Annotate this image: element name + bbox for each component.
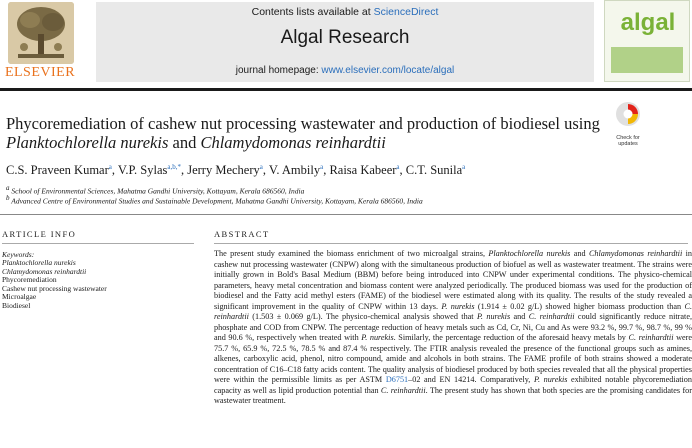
author-separator: , — [111, 163, 118, 178]
species-name: C. reinhardtii — [628, 333, 674, 342]
abstract-body — [214, 249, 692, 407]
author-affil-mark[interactable]: a — [259, 163, 263, 171]
author-separator: , — [399, 163, 406, 178]
species-name: P. nurekis — [534, 375, 568, 384]
affiliation-text: School of Environmental Sciences, Mahatma Gandhi University, Kottayam, Kerala 686560, India — [11, 186, 305, 196]
author-affil-mark[interactable]: a,b,* — [167, 163, 181, 171]
article-info-heading: ARTICLE INFO — [2, 229, 77, 239]
abstract-rule — [214, 243, 688, 244]
keyword-item: Planktochlorella nurekis — [2, 258, 76, 267]
article-info-rule — [2, 243, 194, 244]
author-separator: , — [262, 163, 269, 178]
species-name: P. nurekis — [476, 312, 511, 321]
species-name: C. reinhardtii — [380, 385, 426, 395]
species-name: Planktochlorella nurekis — [488, 249, 571, 258]
abstract-text: were 75.7 %, 65.9 %, 72.5 %, 78.5 % and 87.4 % respectively. The FTIR analysis revealed the presence of the functional groups such as amines, alkenes, carboxylic acid, phenol, nitro compound, amide and alcohols in both strains. The FAME profile of both strains showed a moderate concentration of C16–C18 fatty acids content. The quality analysis of biodiesel produced by both species revealed that all the physical properties were within the permissible limits as per ASTM — [214, 333, 692, 384]
check-for-updates-button[interactable] — [610, 100, 646, 147]
keyword-item: Biodiesel — [2, 300, 31, 310]
section-divider — [0, 214, 692, 215]
article-title — [6, 114, 606, 152]
title-species-2: Chlamydomonas reinhardtii — [200, 133, 386, 152]
elsevier-wordmark: ELSEVIER — [4, 65, 76, 80]
abstract-text: and — [510, 312, 529, 321]
affiliation-text: Advanced Centre of Environmental Studies and Sustainable Development, Mahatma Gandhi University, Kottayam, Kerala 686560, India — [11, 196, 423, 206]
elsevier-logo[interactable] — [0, 0, 80, 80]
species-name: P. nurekis — [361, 333, 394, 342]
author-name[interactable]: Raisa Kabeer — [329, 163, 397, 178]
title-text: Phycoremediation of cashew nut processing wastewater and production of biodiesel using — [6, 114, 600, 133]
abstract-text: in cashew nut processing wastewater (CNPW) along with the simultaneous production of biofuel as well as wastewater treatment. The strains were initially grown in Bold's Basal Medium (BBM) before being introduced into CNPW under experimental conditions. The physico-chemical parameters, heavy metal concentration and biomass content were analyzed periodically. The produced biomass was used for the production of biodiesel and the Fatty acid methyl esters (FAME) of the biodiesel were estimated along with its quality. The results of the study revealed a significant improvement in the quality of CNPW within 13 days. — [214, 249, 692, 311]
author-affil-mark[interactable]: a — [320, 163, 324, 171]
check-for-updates-icon — [610, 100, 646, 130]
abstract-text: –02 and EN 14214. Comparatively, — [408, 375, 534, 384]
title-species-1: Planktochlorella nurekis — [6, 133, 169, 152]
astm-standard-link[interactable]: D6751 — [385, 375, 409, 384]
affiliation-mark: a — [6, 184, 10, 192]
abstract-text: could significantly reduce nitrate, phosphate and COD from CNPW. The percentage reduction of heavy metals such as Cd, Cr, Ni, Cu and As were 93.2 %, 99.7 %, 98.7 %, 99 % and 90.6 %, respectively when treated with — [214, 312, 692, 342]
affiliation-b — [6, 194, 423, 206]
elsevier-tree-emblem — [8, 2, 74, 64]
affiliation-mark: b — [6, 194, 10, 202]
abstract-text: (1.503 ± 0.069 g/L). The physico-chemical analysis showed that — [248, 312, 477, 321]
keyword-item: Phycoremediation — [2, 275, 57, 285]
keyword-item: Cashew nut processing wastewater — [2, 283, 107, 293]
journal-homepage-line — [96, 65, 594, 76]
sciencedirect-link[interactable]: ScienceDirect — [373, 6, 439, 18]
journal-title[interactable]: Algal Research — [280, 27, 410, 48]
homepage-prefix: journal homepage: — [235, 65, 322, 76]
abstract-heading: ABSTRACT — [214, 229, 270, 239]
journal-homepage-link[interactable]: www.elsevier.com/locate/algal — [321, 65, 455, 76]
abstract-text: exhibited notable phycoremediation capacity as well as lipid production potential than — [214, 375, 692, 395]
title-and: and — [168, 133, 201, 152]
keywords-label: Keywords: — [2, 250, 35, 259]
author-name[interactable]: C.T. Sunila — [405, 163, 463, 178]
author-name[interactable]: Jerry Mechery — [187, 163, 260, 178]
author-separator: , — [323, 163, 330, 178]
contents-available-line — [96, 6, 594, 18]
header-divider — [0, 88, 692, 91]
species-name: C. reinhardtii — [214, 301, 692, 321]
abstract-text: . Similarly, the percentage reduction of the aforesaid heavy metals by — [393, 333, 629, 342]
author-separator: , — [180, 163, 188, 178]
species-name: C. reinhardtii — [528, 312, 575, 321]
author-name[interactable]: C.S. Praveen Kumar — [6, 163, 109, 178]
keyword-item: Microalgae — [2, 292, 37, 302]
author-affil-mark[interactable]: a — [108, 163, 112, 171]
cover-image-band — [611, 47, 683, 73]
author-name[interactable]: V.P. Sylas — [117, 163, 168, 178]
check-updates-label-1: Check for — [616, 135, 640, 141]
journal-cover-thumbnail[interactable] — [604, 0, 690, 82]
abstract-text: (1.914 ± 0.02 g/L) showed higher biomass production than — [474, 301, 685, 311]
cover-wordmark: algal — [620, 9, 676, 36]
author-affil-mark[interactable]: a — [396, 163, 400, 171]
journal-banner — [96, 2, 594, 82]
species-name: P. nurekis — [441, 301, 475, 311]
contents-prefix: Contents lists available at — [251, 6, 374, 18]
author-name[interactable]: V. Ambily — [268, 163, 321, 178]
keyword-list — [2, 259, 202, 311]
species-name: Chlamydomonas reinhardtii — [588, 249, 683, 258]
journal-header — [0, 0, 692, 95]
author-affil-mark[interactable]: a — [462, 163, 466, 171]
abstract-text: and — [570, 249, 589, 258]
abstract-text: . The present study has shown that both species are the promising candidates for wastewater treatment. — [214, 385, 692, 405]
author-list — [6, 163, 686, 178]
check-updates-label-2: updates — [618, 141, 638, 147]
abstract-text: The present study examined the biomass enrichment of two microalgal strains, — [214, 249, 489, 258]
keyword-item: Chlamydomonas reinhardtii — [2, 266, 87, 276]
